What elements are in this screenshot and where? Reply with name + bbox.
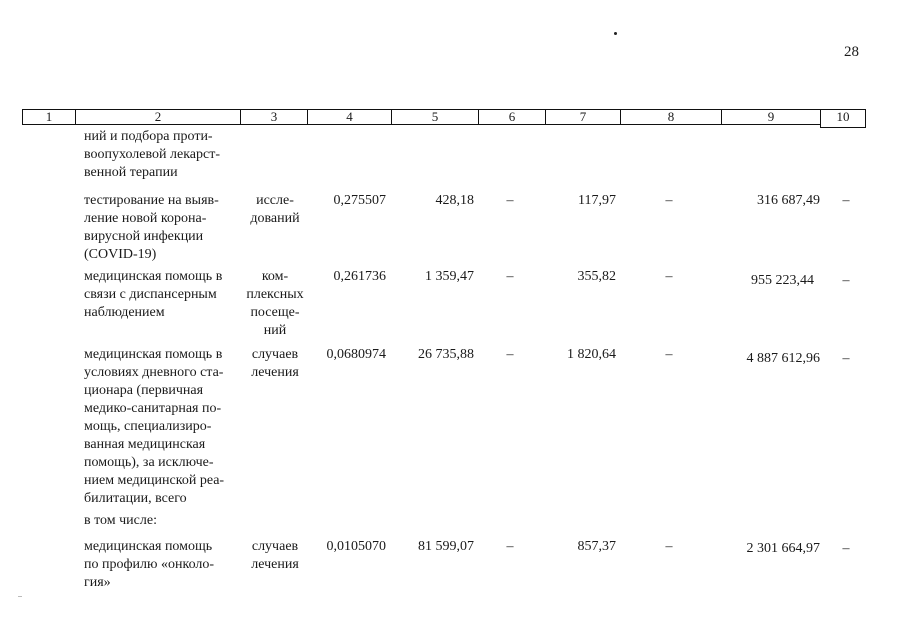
stray-dot [614, 32, 617, 35]
header-col-2: 2 [75, 109, 241, 125]
row-col7: 857,37 [577, 539, 616, 554]
header-col-7: 7 [545, 109, 621, 125]
row-col5: 81 599,07 [418, 539, 474, 554]
row-col9: 2 301 664,97 [746, 541, 820, 556]
header-col-8: 8 [620, 109, 722, 125]
row-col8: – [665, 269, 673, 284]
row-col8: – [665, 347, 673, 362]
scan-speck [18, 596, 22, 597]
row-unit: иссле- дований [250, 193, 300, 226]
row-col6: – [506, 539, 514, 554]
row-col10: – [842, 193, 850, 208]
row-col9: 4 887 612,96 [746, 351, 820, 366]
header-col-3: 3 [240, 109, 308, 125]
row-col6: – [506, 269, 514, 284]
header-col-6: 6 [478, 109, 546, 125]
row-col6: – [506, 347, 514, 362]
row-col4: 0,261736 [333, 269, 386, 284]
header-col-10: 10 [820, 109, 866, 128]
row-col4: 0,0105070 [326, 539, 386, 554]
row-col7: 117,97 [578, 193, 616, 208]
row-col9: 316 687,49 [757, 193, 820, 208]
continuation-text: ний и подбора проти- воопухолевой лекарст- венной терапии [84, 129, 220, 180]
row-unit: ком- плексных посеще- ний [246, 269, 304, 338]
row-col5: 428,18 [435, 193, 474, 208]
page-number: 28 [844, 44, 859, 60]
row-col6: – [506, 193, 514, 208]
row-col7: 1 820,64 [567, 347, 616, 362]
row-name: медицинская помощь по профилю «онколо- гия» [84, 539, 215, 590]
subheading: в том числе: [84, 513, 157, 528]
row-col8: – [665, 539, 673, 554]
row-name: медицинская помощь в связи с диспансерным наблюдением [84, 269, 223, 320]
row-col5: 26 735,88 [418, 347, 474, 362]
row-col10: – [842, 541, 850, 556]
row-name: тестирование на выяв- ление новой корона- вирусной инфекции (COVID-19) [84, 193, 219, 262]
row-col8: – [665, 193, 673, 208]
row-col9: 955 223,44 [751, 273, 814, 288]
header-col-4: 4 [307, 109, 392, 125]
row-col10: – [842, 273, 850, 288]
row-name: медицинская помощь в условиях дневного ста- ционара (первичная медико-санитарная по- мощь, специализиро- ванная медицинская помощь), за исключе- нием медицинской реа- билитации, всего [84, 347, 225, 506]
row-unit: случаев лечения [251, 347, 299, 380]
row-col4: 0,275507 [333, 193, 386, 208]
row-col5: 1 359,47 [425, 269, 474, 284]
header-col-9: 9 [721, 109, 821, 125]
row-col10: – [842, 351, 850, 366]
table-header-row [22, 109, 866, 125]
row-unit: случаев лечения [251, 539, 299, 572]
header-col-5: 5 [391, 109, 479, 125]
row-col4: 0,0680974 [326, 347, 386, 362]
header-col-1: 1 [22, 109, 76, 125]
row-col7: 355,82 [577, 269, 616, 284]
